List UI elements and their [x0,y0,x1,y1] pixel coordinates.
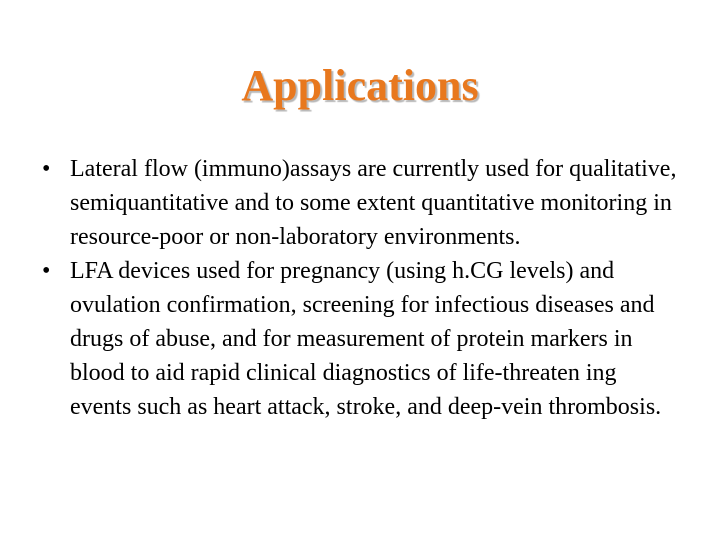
bullet-list [42,152,682,424]
slide-title: Applications [241,61,479,110]
bullet-icon: • [42,156,51,182]
bullet-icon: • [42,258,51,284]
bullet-text: Lateral flow (immuno)assays are currently used for qualitative, semiquantitative and to some extent quantitative monitoring in resource-poor or non-laboratory environments. [70,156,677,250]
bullet-text: LFA devices used for pregnancy (using h.CG levels) and ovulation confirmation, screening for infectious diseases and drugs of abuse, and for measurement of protein markers in blood to aid rapid clinical diagnostics of life-threaten ing events such as heart attack, stroke, and deep-vein thrombosis. [70,258,662,420]
bullet-item [42,254,682,424]
bullet-item [42,152,682,254]
